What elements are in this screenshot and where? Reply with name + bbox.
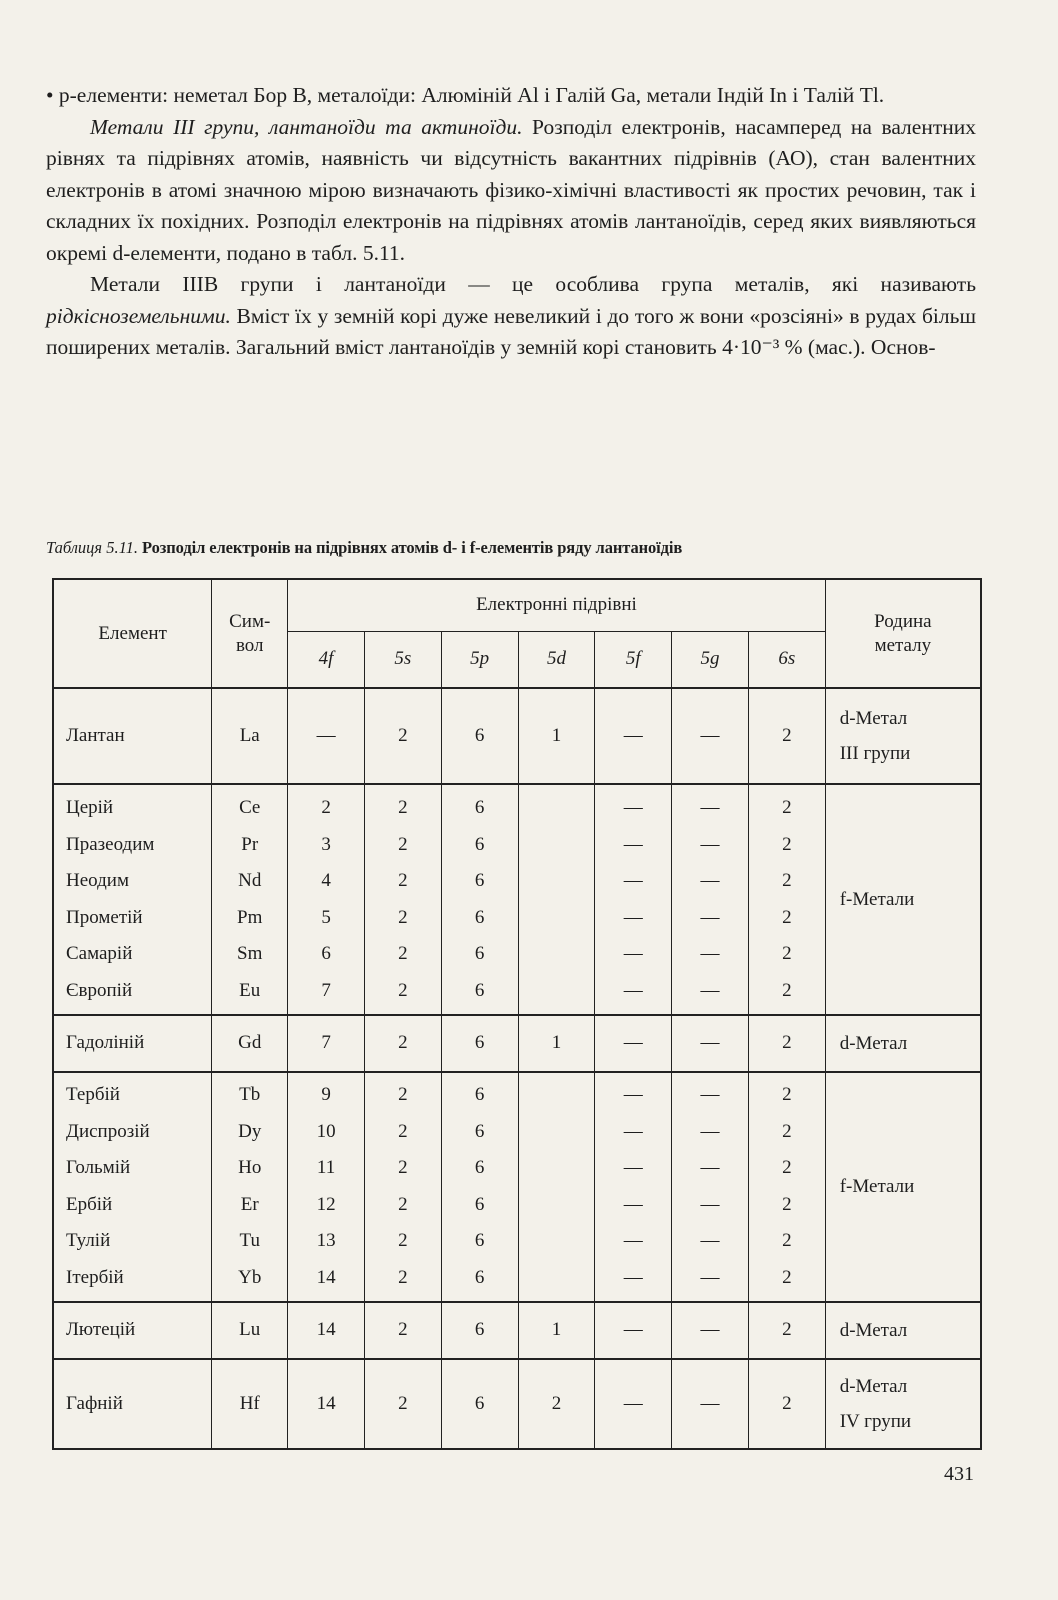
table-cell-value	[519, 863, 595, 900]
table-cell-value: 2	[398, 870, 408, 892]
table-cell-value: Самарій	[66, 943, 133, 965]
sublevel-5g-cell	[672, 784, 749, 1015]
sublevel-5f-cell	[595, 1015, 672, 1071]
table-cell-value: 6	[474, 833, 485, 855]
table-cell-value: —	[623, 1392, 643, 1414]
table-cell-value	[519, 1114, 595, 1151]
symbols-cell	[212, 1072, 288, 1303]
table-cell-value: La	[239, 724, 260, 746]
metal-family-label: d-Метал	[839, 1032, 908, 1054]
sublevel-4f-cell	[288, 1302, 365, 1358]
table-cell-value: —	[700, 979, 720, 1001]
table-cell-value: —	[700, 724, 720, 746]
element-names-cell	[53, 784, 212, 1015]
table-cell-value: —	[700, 1392, 720, 1414]
table-cell-value: Прометій	[66, 906, 143, 928]
table-cell-value: 7	[321, 979, 331, 1001]
sublevel-5p-cell	[441, 1072, 518, 1303]
table-cell-value: Lu	[239, 1319, 261, 1341]
table-cell-value: Eu	[239, 979, 261, 1001]
table-cell-value: Ербій	[66, 1193, 113, 1215]
table-cell-value: Ітербій	[66, 1266, 124, 1288]
table-cell-value: —	[623, 797, 643, 819]
table-cell-value: 6	[321, 943, 331, 965]
metal-family-label: d-Метал	[839, 1320, 908, 1342]
table-cell-value: 13	[316, 1230, 336, 1252]
header-5p: 5p	[441, 631, 518, 688]
table-cell-value: 12	[316, 1193, 336, 1215]
header-5d: 5d	[518, 631, 595, 688]
table-cell-value: Yb	[238, 1266, 262, 1288]
table-cell-value: —	[700, 906, 720, 928]
table-cell-value: 1	[551, 1032, 562, 1054]
table-cell-value: 2	[398, 724, 408, 746]
table-cell-value: 2	[398, 1032, 408, 1054]
electron-distribution-table	[52, 578, 982, 1450]
table-cell-value: 2	[782, 1266, 792, 1288]
table-cell-value: —	[623, 1032, 643, 1054]
header-5s: 5s	[364, 631, 441, 688]
table-cell-value	[519, 790, 595, 827]
table-cell-value: —	[623, 906, 643, 928]
table-cell-value: —	[700, 943, 720, 965]
table-cell-value: 2	[398, 1084, 408, 1106]
sublevel-4f-cell	[288, 1359, 365, 1449]
metal-family-label: f-Метали	[839, 889, 915, 911]
table-cell-value: 2	[782, 1319, 792, 1341]
table-cell-value: —	[623, 1084, 643, 1106]
table-cell-value: 6	[474, 1157, 485, 1179]
table-caption-label: Таблиця 5.11.	[46, 538, 138, 557]
table-cell-value: 2	[782, 870, 792, 892]
table-row-group	[53, 784, 981, 1015]
table-caption-text: Розподіл електронів на підрівнях атомів d- і f-елементів ряду лантаноїдів	[137, 538, 683, 557]
sublevel-5d-cell	[518, 1015, 595, 1071]
sublevel-5d-cell	[518, 688, 595, 784]
paragraph-text: Вміст їх у земній корі дуже невеликий і до того ж вони «розсіяні» в рудах більш поширених металів. Загальний вміст лантаноїдів у земній корі становить 4·10⁻³ % (мас.). Основ-	[46, 303, 976, 359]
table-row-group	[53, 1072, 981, 1303]
sublevel-5s-cell	[364, 784, 441, 1015]
sublevel-5s-cell	[364, 1072, 441, 1303]
header-family: Родина металу	[825, 579, 981, 688]
table-cell-value: 6	[474, 1084, 485, 1106]
sublevel-5d-cell	[518, 1302, 595, 1358]
table-cell-value: —	[700, 1157, 720, 1179]
metal-family-cell	[825, 784, 981, 1015]
table-cell-value: 2	[398, 1157, 408, 1179]
element-names-cell	[53, 688, 212, 784]
table-cell-value: 2	[321, 797, 331, 819]
table-cell-value: Ho	[238, 1157, 262, 1179]
sublevel-6s-cell	[748, 688, 825, 784]
table-cell-value: 1	[551, 724, 562, 746]
italic-term: рідкісноземельними.	[46, 303, 231, 328]
table-cell-value: —	[623, 833, 643, 855]
table-cell-value: —	[623, 1266, 643, 1288]
table-cell-value: 2	[398, 1392, 408, 1414]
table-cell-value: —	[623, 870, 643, 892]
element-names-cell	[53, 1015, 212, 1071]
table-cell-value: 2	[398, 797, 408, 819]
table-cell-value: 2	[782, 979, 792, 1001]
table-cell-value: Гольмій	[66, 1157, 131, 1179]
table-cell-value: Tu	[239, 1230, 260, 1252]
sublevel-5s-cell	[364, 1302, 441, 1358]
table-cell-value: —	[623, 1157, 643, 1179]
table-cell-value: Лютецій	[66, 1319, 136, 1341]
table-cell-value: —	[623, 1230, 643, 1252]
table-cell-value: Диспрозій	[66, 1120, 150, 1142]
sublevel-5f-cell	[595, 688, 672, 784]
element-names-cell	[53, 1072, 212, 1303]
table-caption	[46, 538, 986, 558]
metal-family-label: f-Метали	[839, 1176, 915, 1198]
sublevel-5f-cell	[595, 784, 672, 1015]
table-cell-value: 4	[321, 870, 331, 892]
sublevel-5p-cell	[441, 688, 518, 784]
table-cell-value	[519, 973, 595, 1010]
table-cell-value	[519, 827, 595, 864]
sublevel-5p-cell	[441, 784, 518, 1015]
metal-family-cell	[825, 1072, 981, 1303]
table-cell-value: 2	[398, 1319, 408, 1341]
element-names-cell	[53, 1302, 212, 1358]
table-cell-value: Тербій	[66, 1084, 120, 1106]
table-cell-value: 2	[782, 906, 792, 928]
table-cell-value: Gd	[238, 1032, 262, 1054]
element-names-cell	[53, 1359, 212, 1449]
sublevel-5s-cell	[364, 1359, 441, 1449]
table-cell-value: —	[700, 833, 720, 855]
table-cell-value: Неодим	[66, 870, 129, 892]
table-cell-value: Гафній	[66, 1392, 123, 1414]
table-cell-value: 14	[316, 1266, 336, 1288]
table-cell-value: —	[623, 724, 643, 746]
header-5g: 5g	[672, 631, 749, 688]
sublevel-5p-cell	[441, 1302, 518, 1358]
table-cell-value: Лантан	[66, 724, 125, 746]
table-cell-value: Er	[240, 1193, 259, 1215]
table-cell-value: 1	[551, 1319, 562, 1341]
sublevel-4f-cell	[288, 1072, 365, 1303]
table-cell-value: —	[700, 870, 720, 892]
table-cell-value: 2	[782, 1230, 792, 1252]
table-cell-value: Церій	[66, 797, 114, 819]
sublevel-5d-cell	[518, 1359, 595, 1449]
table-body	[53, 688, 981, 1449]
table-cell-value: —	[700, 1266, 720, 1288]
symbols-cell	[212, 688, 288, 784]
table-cell-value	[519, 1223, 595, 1260]
metal-family-cell	[825, 1015, 981, 1071]
body-text	[46, 80, 976, 364]
table-cell-value: Sm	[237, 943, 263, 965]
table-cell-value: 5	[321, 906, 331, 928]
sublevel-6s-cell	[748, 1015, 825, 1071]
table-cell-value	[519, 936, 595, 973]
header-element: Елемент	[53, 579, 212, 688]
table-cell-value: Hf	[239, 1392, 260, 1414]
sublevel-5f-cell	[595, 1359, 672, 1449]
metal-family-cell	[825, 688, 981, 784]
table-cell-value: 6	[474, 1392, 485, 1414]
table-cell-value: 2	[782, 1084, 792, 1106]
table-cell-value: —	[700, 1120, 720, 1142]
table-cell-value: 2	[782, 724, 792, 746]
table-row-group	[53, 1359, 981, 1449]
table-cell-value	[519, 900, 595, 937]
table-cell-value: —	[700, 1032, 720, 1054]
sublevel-6s-cell	[748, 1302, 825, 1358]
sublevel-5g-cell	[672, 1302, 749, 1358]
table-cell-value: 2	[782, 1120, 792, 1142]
paragraph-p-elements: • p-елементи: неметал Бор B, металоїди: Алюміній Al і Галій Ga, метали Індій In і Талій Tl.	[46, 83, 885, 107]
table-cell-value: 6	[474, 1193, 485, 1215]
table-cell-value: —	[700, 1230, 720, 1252]
table-cell-value: Pr	[241, 833, 259, 855]
table-cell-value: 9	[321, 1084, 331, 1106]
header-6s: 6s	[748, 631, 825, 688]
table-cell-value: Гадоліній	[66, 1032, 145, 1054]
table-cell-value: 2	[398, 979, 408, 1001]
table-cell-value: 2	[782, 1392, 792, 1414]
table-cell-value: Pm	[237, 906, 263, 928]
table-cell-value: 6	[474, 1032, 485, 1054]
table-cell-value: 6	[474, 979, 485, 1001]
table-cell-value	[519, 1187, 595, 1224]
table-cell-value: 7	[321, 1032, 331, 1054]
table-cell-value: 11	[316, 1157, 336, 1179]
table-cell-value: 14	[316, 1392, 336, 1414]
sublevel-5f-cell	[595, 1302, 672, 1358]
sublevel-4f-cell	[288, 784, 365, 1015]
table-cell-value: 2	[398, 833, 408, 855]
table-cell-value: —	[700, 1193, 720, 1215]
metal-family-cell	[825, 1359, 981, 1449]
page-number: 431	[944, 1463, 974, 1485]
table-cell-value: 10	[316, 1120, 336, 1142]
sublevel-6s-cell	[748, 784, 825, 1015]
table-cell-value: —	[700, 1319, 720, 1341]
symbols-cell	[212, 1302, 288, 1358]
paragraph-text: Метали IIIB групи і лантаноїди — це особлива група металів, які називають	[90, 272, 976, 296]
header-4f: 4f	[288, 631, 365, 688]
metal-family-cell	[825, 1302, 981, 1358]
sublevel-5g-cell	[672, 1072, 749, 1303]
table-cell-value: 3	[321, 833, 331, 855]
sublevel-5g-cell	[672, 1359, 749, 1449]
table-cell-value: 2	[398, 906, 408, 928]
paragraph-rare-earth	[46, 269, 976, 364]
table-cell-value: —	[316, 724, 336, 746]
table-cell-value: —	[623, 943, 643, 965]
table-cell-value: 2	[398, 1230, 408, 1252]
table-cell-value: 2	[398, 1193, 408, 1215]
sublevel-4f-cell	[288, 1015, 365, 1071]
sublevel-5f-cell	[595, 1072, 672, 1303]
symbols-cell	[212, 1359, 288, 1449]
sublevel-6s-cell	[748, 1072, 825, 1303]
sublevel-5d-cell	[518, 784, 595, 1015]
symbols-cell	[212, 1015, 288, 1071]
sublevel-4f-cell	[288, 688, 365, 784]
sublevel-5g-cell	[672, 688, 749, 784]
sublevel-5s-cell	[364, 1015, 441, 1071]
header-sublevels: Електронні підрівні	[288, 579, 826, 631]
table-cell-value: 2	[782, 1193, 792, 1215]
table-cell-value: 6	[474, 724, 485, 746]
sublevel-5p-cell	[441, 1359, 518, 1449]
table-cell-value: Tb	[239, 1084, 261, 1106]
table-cell-value: 2	[398, 943, 408, 965]
table-cell-value: Тулій	[66, 1230, 111, 1252]
table-cell-value: 2	[551, 1392, 562, 1414]
table-cell-value: 6	[474, 1319, 485, 1341]
table-row-group	[53, 1302, 981, 1358]
metal-family-label: d-Метал IV групи	[839, 1375, 912, 1432]
table-cell-value	[519, 1150, 595, 1187]
symbols-cell	[212, 784, 288, 1015]
table-cell-value: —	[700, 1084, 720, 1106]
sublevel-5p-cell	[441, 1015, 518, 1071]
table-row-group	[53, 688, 981, 784]
table-cell-value: 2	[782, 797, 792, 819]
table-cell-value: Європій	[66, 979, 133, 1001]
table-cell-value: —	[623, 979, 643, 1001]
table-cell-value: —	[623, 1120, 643, 1142]
table-cell-value: 6	[474, 870, 485, 892]
paragraph-metals-group3	[46, 112, 976, 270]
table-row-group	[53, 1015, 981, 1071]
table-cell-value: 2	[782, 833, 792, 855]
table-cell-value: 2	[782, 1032, 792, 1054]
sublevel-6s-cell	[748, 1359, 825, 1449]
table-cell-value: 6	[474, 797, 485, 819]
table-cell-value: —	[700, 797, 720, 819]
table-cell-value: Ce	[239, 797, 261, 819]
sublevel-5s-cell	[364, 688, 441, 784]
table-cell-value: 6	[474, 1120, 485, 1142]
table-cell-value: Nd	[238, 870, 262, 892]
table-cell-value: 2	[782, 943, 792, 965]
metal-family-label: d-Метал III групи	[839, 708, 911, 765]
table-cell-value: Dy	[238, 1120, 262, 1142]
table-cell-value: 6	[474, 906, 485, 928]
table-cell-value: —	[623, 1193, 643, 1215]
table-cell-value: Празеодим	[66, 833, 155, 855]
table-cell-value: 14	[316, 1319, 336, 1341]
header-symbol: Сим- вол	[212, 579, 288, 688]
table-cell-value: 6	[474, 1266, 485, 1288]
table-cell-value: 2	[398, 1120, 408, 1142]
sublevel-5d-cell	[518, 1072, 595, 1303]
table-cell-value	[519, 1077, 595, 1114]
header-5f: 5f	[595, 631, 672, 688]
table-cell-value: 6	[474, 943, 485, 965]
paragraph-heading-italic: Метали III групи, лантаноїди та актиноїди.	[90, 114, 523, 139]
table-cell-value	[519, 1260, 595, 1297]
sublevel-5g-cell	[672, 1015, 749, 1071]
table-cell-value: 2	[782, 1157, 792, 1179]
table-cell-value: —	[623, 1319, 643, 1341]
paragraph-text: Розподіл електронів, насамперед на валентних рівнях та підрівнях атомів, наявність чи відсутність вакантних підрівнів (АО), стан валентних електронів в атомі значною мірою визначають фізико-хімічні властивості як простих речовин, так і складних їх похідних. Розподіл електронів на підрівнях атомів лантаноїдів, серед яких виявляються окремі d-елементи, подано в табл. 5.11.	[46, 114, 976, 265]
table-cell-value: 6	[474, 1230, 485, 1252]
table-cell-value: 2	[398, 1266, 408, 1288]
